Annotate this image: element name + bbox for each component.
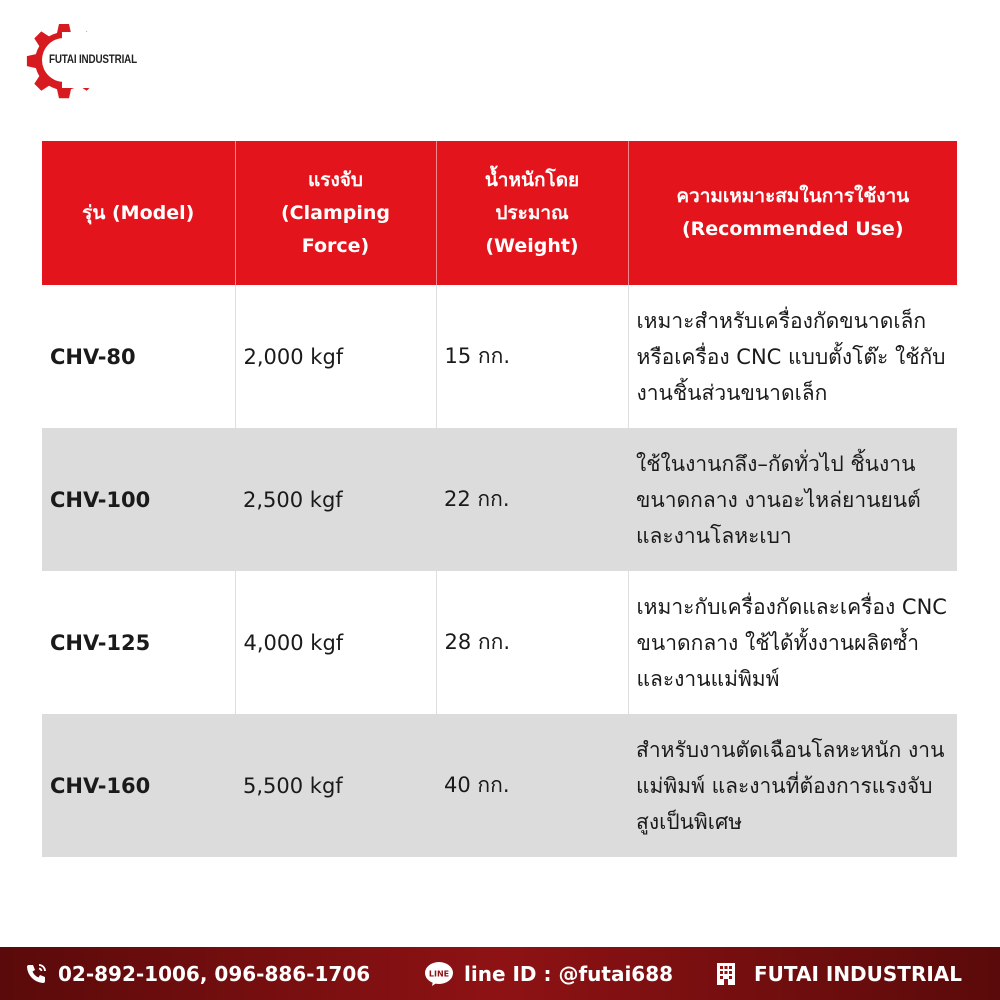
use-cell: เหมาะกับเครื่องกัดและเครื่อง CNC ขนาดกลาง ใช้ได้ทั้งงานผลิตซ้ำและงานแม่พิมพ์ <box>628 571 957 714</box>
model-cell: CHV-100 <box>42 428 235 571</box>
line-contact[interactable] <box>424 947 673 1000</box>
header-clamping-force <box>235 141 436 285</box>
header-weight <box>436 141 628 285</box>
use-cell: สำหรับงานตัดเฉือนโลหะหนัก งานแม่พิมพ์ และงานที่ต้องการแรงจับสูงเป็นพิเศษ <box>628 714 957 857</box>
header-force-label: แรงจับ (Clamping Force) <box>281 168 390 257</box>
weight-cell: 28 กก. <box>436 571 628 714</box>
line-icon <box>424 961 454 987</box>
phone-contact[interactable] <box>24 947 370 1000</box>
header-model <box>42 141 235 285</box>
force-cell: 2,000 kgf <box>235 285 436 428</box>
table-row <box>42 285 957 428</box>
phone-numbers: 02-892-1006, 096-886-1706 <box>58 961 371 986</box>
header-model-label: รุ่น (Model) <box>82 201 195 224</box>
building-icon <box>716 962 736 986</box>
line-id: line ID : @futai688 <box>464 961 674 986</box>
contact-footer <box>0 947 1000 1000</box>
model-cell: CHV-160 <box>42 714 235 857</box>
use-cell: เหมาะสำหรับเครื่องกัดขนาดเล็ก หรือเครื่อง CNC แบบตั้งโต๊ะ ใช้กับงานชิ้นส่วนขนาดเล็ก <box>628 285 957 428</box>
logo-text: FUTAI INDUSTRIAL <box>49 52 137 66</box>
weight-cell: 15 กก. <box>436 285 628 428</box>
header-recommended-use <box>628 141 957 285</box>
weight-cell: 40 กก. <box>436 714 628 857</box>
model-cell: CHV-80 <box>42 285 235 428</box>
company-info <box>716 947 962 1000</box>
header-weight-label: น้ำหนักโดย ประมาณ (Weight) <box>484 168 580 257</box>
header-use-label: ความเหมาะสมในการใช้งาน (Recommended Use) <box>676 185 910 240</box>
table-header-row <box>42 141 957 285</box>
model-cell: CHV-125 <box>42 571 235 714</box>
force-cell: 2,500 kgf <box>235 428 436 571</box>
line-badge-text: LINE <box>428 969 450 978</box>
company-logo <box>22 18 152 102</box>
company-name: FUTAI INDUSTRIAL <box>754 961 963 986</box>
force-cell: 5,500 kgf <box>235 714 436 857</box>
weight-cell: 22 กก. <box>436 428 628 571</box>
force-cell: 4,000 kgf <box>235 571 436 714</box>
phone-icon <box>24 962 48 986</box>
table-row <box>42 714 957 857</box>
table-row <box>42 571 957 714</box>
spec-table <box>42 141 957 857</box>
use-cell: ใช้ในงานกลึง–กัดทั่วไป ชิ้นงานขนาดกลาง งานอะไหล่ยานยนต์ และงานโลหะเบา <box>628 428 957 571</box>
table-row <box>42 428 957 571</box>
